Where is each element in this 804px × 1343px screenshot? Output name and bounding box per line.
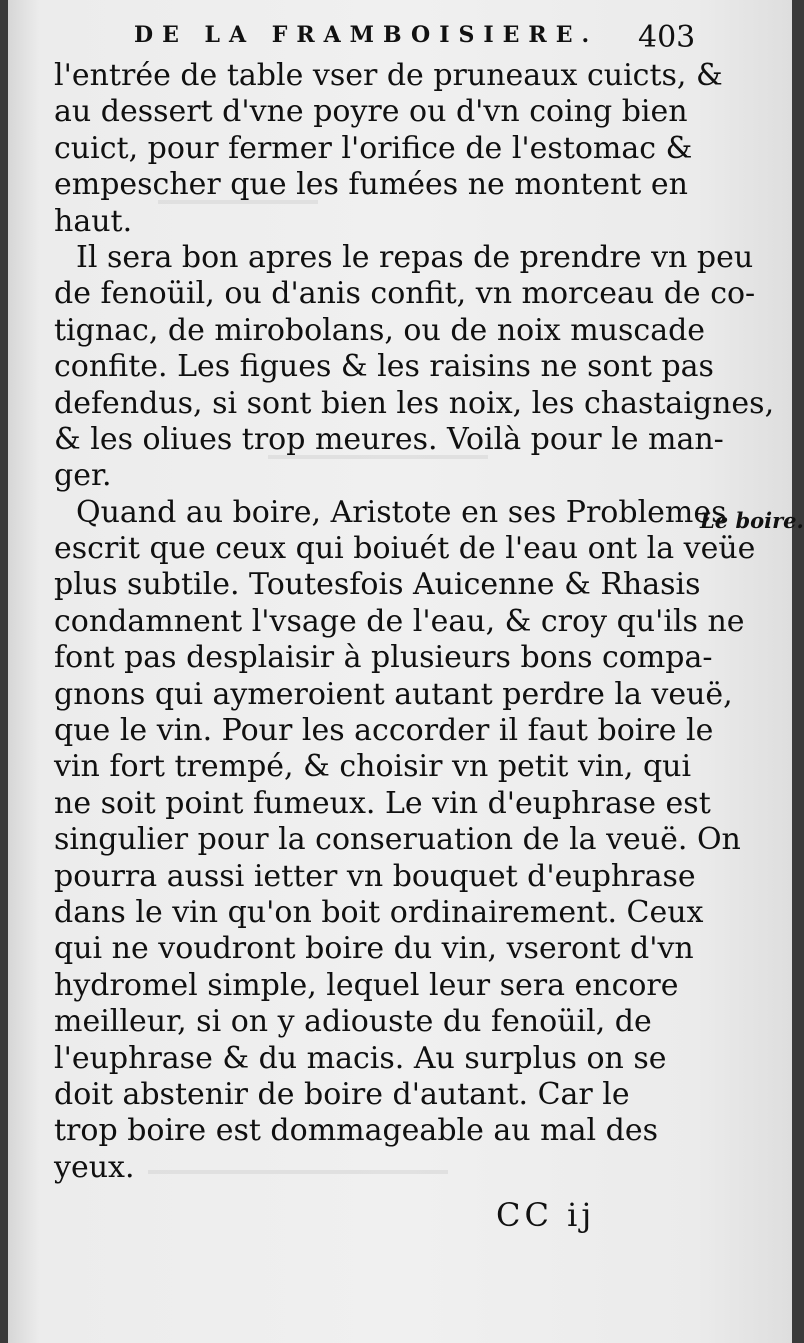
text-line: yeux. xyxy=(54,1149,135,1185)
text-line: meilleur, si on y adiouste du fenoüil, de xyxy=(54,1004,652,1040)
text-line: dans le vin qu'on boit ordinairement. Ceux xyxy=(54,894,704,930)
text-line: ger. xyxy=(54,458,112,494)
text-line: haut. xyxy=(54,203,133,239)
book-page xyxy=(8,0,804,1343)
text-line: trop boire est dommageable au mal des xyxy=(54,1113,658,1149)
text-line: au dessert d'vne poyre ou d'vn coing bien xyxy=(54,94,688,130)
text-line: plus subtile. Toutesfois Auicenne & Rhasis xyxy=(54,567,701,603)
signature-mark: CC ij xyxy=(496,1196,596,1234)
text-line: Quand au boire, Aristote en ses Problemes xyxy=(76,494,727,530)
text-line: gnons qui aymeroient autant perdre la veuë, xyxy=(54,676,733,712)
text-line: condamnent l'vsage de l'eau, & croy qu'ils ne xyxy=(54,603,745,639)
text-line: Il sera bon apres le repas de prendre vn peu xyxy=(76,239,754,275)
text-line: vin fort trempé, & choisir vn petit vin, qui xyxy=(54,749,692,785)
running-head: DE LA FRAMBOISIERE. xyxy=(134,22,599,48)
text-line: pourra aussi ietter vn bouquet d'euphrase xyxy=(54,858,696,894)
text-line: qui ne voudront boire du vin, vseront d'vn xyxy=(54,931,694,967)
text-line: defendus, si sont bien les noix, les chastaignes, xyxy=(54,385,775,421)
text-line: confite. Les figues & les raisins ne sont pas xyxy=(54,349,714,385)
text-line: font pas desplaisir à plusieurs bons compa- xyxy=(54,640,713,676)
text-line: l'entrée de table vser de pruneaux cuicts, & xyxy=(54,58,723,93)
text-line: ne soit point fumeux. Le vin d'euphrase est xyxy=(54,785,711,821)
text-line: empescher que les fumées ne montent en xyxy=(54,167,688,203)
text-line: cuict, pour fermer l'orifice de l'estomac & xyxy=(54,130,693,166)
text-line: & les oliues trop meures. Voilà pour le man- xyxy=(54,421,724,457)
text-line: tignac, de mirobolans, ou de noix muscade xyxy=(54,312,706,348)
marginal-note: Le boire. xyxy=(700,508,804,533)
text-line: de fenoüil, ou d'anis confit, vn morceau de co- xyxy=(54,276,756,312)
text-line: doit abstenir de boire d'autant. Car le xyxy=(54,1076,630,1112)
text-line: hydromel simple, lequel leur sera encore xyxy=(54,967,679,1003)
text-line: escrit que ceux qui boiuét de l'eau ont la veüe xyxy=(54,531,756,567)
text-line: singulier pour la conseruation de la veuë. On xyxy=(54,822,741,858)
text-line: l'euphrase & du macis. Au surplus on se xyxy=(54,1040,667,1076)
text-line: que le vin. Pour les accorder il faut boire le xyxy=(54,713,714,749)
page-number: 403 xyxy=(638,20,696,55)
